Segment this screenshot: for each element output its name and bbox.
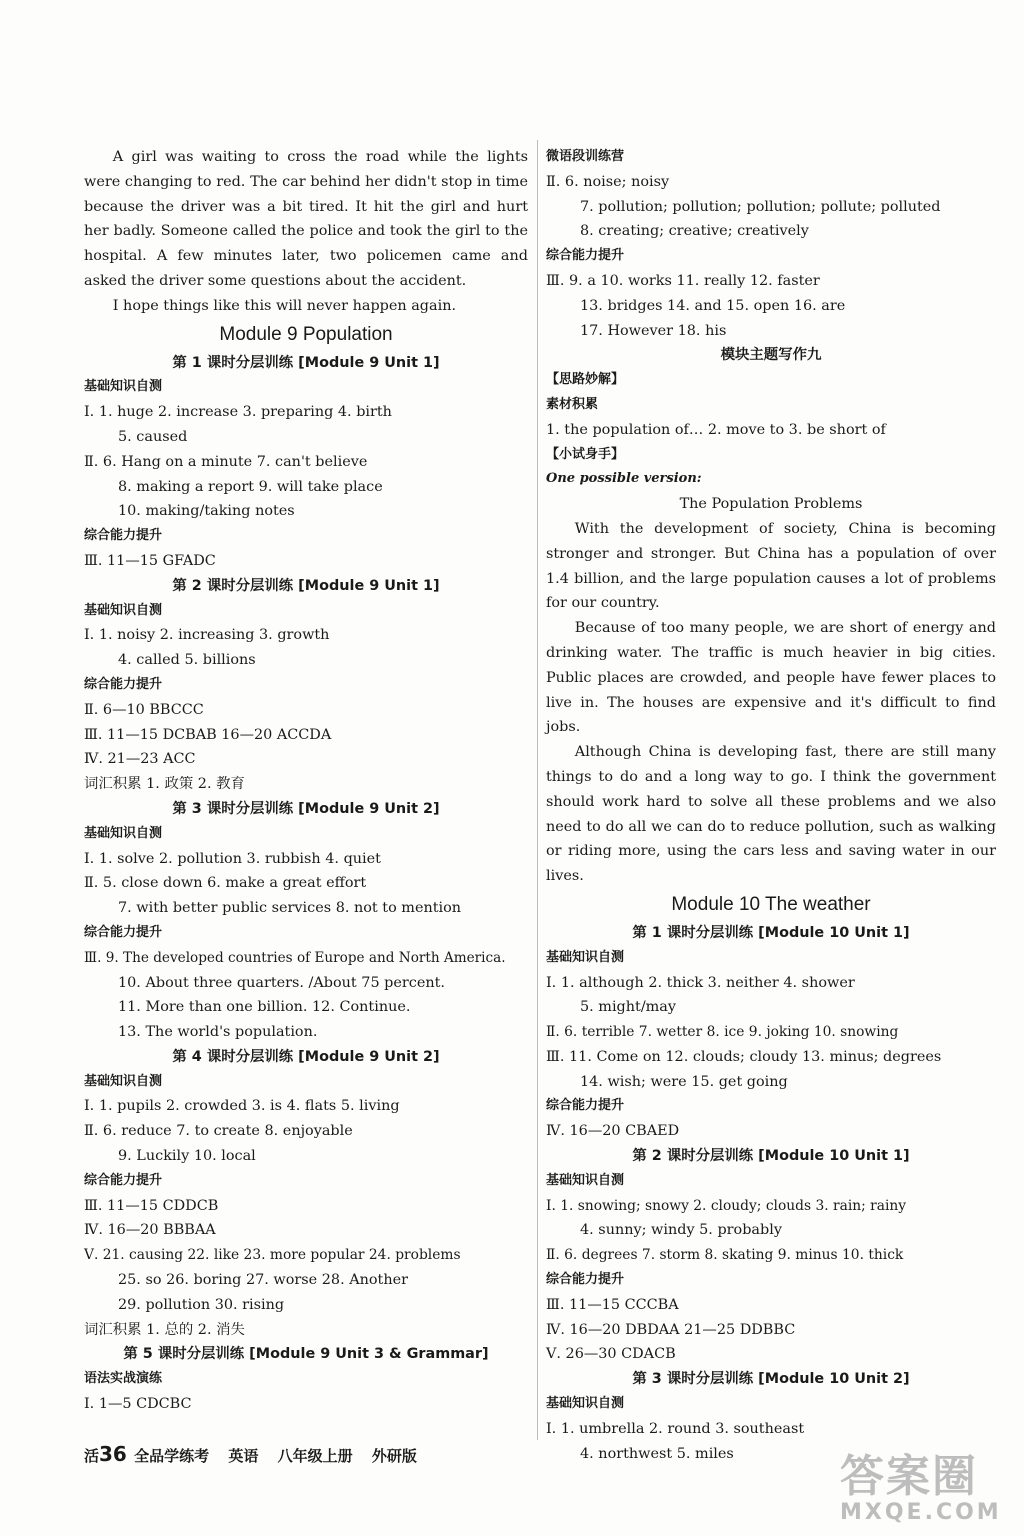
- lesson-title: 第 1 课时分层训练 [Module 10 Unit 1]: [632, 924, 910, 941]
- answer-line: Ⅲ. 11—15 DCBAB 16—20 ACCDA: [84, 726, 332, 743]
- section-heading: 微语段训练营: [546, 149, 625, 164]
- section-heading: 基础知识自测: [546, 1172, 625, 1188]
- answer-line: Ⅳ. 16—20 CBAED: [546, 1123, 680, 1140]
- answer-line: Ⅳ. 16—20 BBBAA: [84, 1222, 216, 1239]
- section-heading: 基础知识自测: [84, 379, 163, 395]
- section-heading: 综合能力提升: [546, 1272, 625, 1288]
- answer-line: Ⅳ. 16—20 DBDAA 21—25 DDBBC: [546, 1321, 796, 1338]
- answer-line: 4. sunny; windy 5. probably: [580, 1222, 782, 1239]
- watermark-url: MXQE.COM: [840, 1500, 1002, 1525]
- edition: 外研版: [371, 1447, 417, 1465]
- version-label: One possible version:: [546, 471, 702, 487]
- lesson-title: 第 3 课时分层训练 [Module 10 Unit 2]: [632, 1371, 910, 1388]
- lesson-title: 第 1 课时分层训练 [Module 9 Unit 1]: [172, 354, 440, 371]
- section-heading: 语法实战演练: [84, 1371, 163, 1387]
- section-heading: 综合能力提升: [84, 1172, 163, 1188]
- answer-line: Ⅲ. 11. Come on 12. clouds; cloudy 13. minus; degrees: [546, 1048, 942, 1065]
- answer-line: 8. creating; creative; creatively: [580, 223, 809, 240]
- lesson-title: 第 3 课时分层训练 [Module 9 Unit 2]: [172, 800, 440, 817]
- essay-paragraph: Because of too many people, we are short of energy and drinking water. The traffic is much heavier in big cities. Public places are crowded, and people have fewer places to live in. The houses are expensive and it's difficult to find jobs.: [546, 620, 996, 736]
- module-title: Module 10 The weather: [671, 893, 871, 915]
- answer-line: 7. with better public services 8. not to mention: [118, 900, 462, 917]
- page-footer: [84, 1442, 431, 1466]
- answer-line: 4. northwest 5. miles: [580, 1445, 734, 1462]
- answer-line: Ⅱ. 6. Hang on a minute 7. can't believe: [84, 453, 368, 470]
- answer-line: Ⅲ. 9. a 10. works 11. really 12. faster: [546, 272, 820, 289]
- answer-line: 13. The world's population.: [118, 1024, 318, 1041]
- answer-line: Ⅱ. 6. degrees 7. storm 8. skating 9. minus 10. thick: [546, 1247, 904, 1264]
- answer-line: 9. Luckily 10. local: [118, 1148, 256, 1165]
- section-heading: 基础知识自测: [84, 825, 163, 841]
- module-title: Module 9 Population: [219, 323, 393, 345]
- book-name: 全品学练考: [134, 1447, 210, 1465]
- lesson-title: 第 5 课时分层训练 [Module 9 Unit 3 & Grammar]: [123, 1346, 489, 1363]
- left-column: [84, 145, 528, 1417]
- answer-line: 5. might/may: [580, 999, 677, 1016]
- essay-title: The Population Problems: [679, 496, 863, 513]
- vocab-line: 词汇积累 1. 总的 2. 消失: [84, 1321, 245, 1338]
- essay-paragraph: A girl was waiting to cross the road while the lights were changing to red. The car behind her didn't stop in time because the driver was a bit tired. It hit the girl and hurt her badly. Someone called the police and took the girl to the hospital. A few minutes later, two policemen came and asked the driver some questions about the accident.: [84, 149, 528, 289]
- lesson-title: 第 4 课时分层训练 [Module 9 Unit 2]: [172, 1048, 440, 1065]
- answer-line: 13. bridges 14. and 15. open 16. are: [580, 297, 846, 314]
- section-heading: 综合能力提升: [546, 248, 625, 264]
- answer-line: 5. caused: [118, 428, 188, 445]
- right-column: [546, 145, 996, 1466]
- answer-line: 17. However 18. his: [580, 322, 727, 339]
- essay-paragraph: With the development of society, China is becoming stronger and stronger. But China has a population of over 1.4 billion, and the large population causes a lot of problems for our country.: [546, 520, 996, 612]
- footer-prefix: 活: [84, 1447, 100, 1465]
- section-heading: 综合能力提升: [84, 676, 163, 692]
- watermark-logo: [840, 1440, 1002, 1525]
- answer-line: Ⅰ. 1. umbrella 2. round 3. southeast: [546, 1420, 805, 1437]
- essay-paragraph: Although China is developing fast, there are still many things to do and a long way to go. I think the government should work hard to solve all these problems and we also need to do all we can do to reduce pollution, such as walking or riding more, using the cars less and saving water in our lives.: [546, 744, 996, 885]
- vocab-line: 词汇积累 1. 政策 2. 教育: [84, 776, 245, 793]
- answer-line: Ⅴ. 21. causing 22. like 23. more popular 24. problems: [84, 1247, 461, 1264]
- answer-line: 10. About three quarters. /About 75 percent.: [118, 974, 445, 991]
- answer-line: Ⅱ. 6. terrible 7. wetter 8. ice 9. joking 10. snowing: [546, 1024, 899, 1041]
- essay-paragraph: I hope things like this will never happen again.: [112, 297, 457, 314]
- answer-line: Ⅰ. 1—5 CDCBC: [84, 1396, 192, 1413]
- lesson-title: 第 2 课时分层训练 [Module 9 Unit 1]: [172, 577, 440, 594]
- page-number: 36: [99, 1442, 127, 1466]
- answer-line: 14. wish; were 15. get going: [580, 1073, 788, 1090]
- grade: 八年级上册: [277, 1447, 353, 1465]
- answer-line: Ⅳ. 21—23 ACC: [84, 751, 196, 768]
- answer-line: Ⅰ. 1. snowing; snowy 2. cloudy; clouds 3. rain; rainy: [546, 1197, 907, 1214]
- answer-line: 25. so 26. boring 27. worse 28. Another: [118, 1272, 408, 1289]
- section-heading: 基础知识自测: [84, 602, 163, 618]
- answer-line: Ⅰ. 1. noisy 2. increasing 3. growth: [84, 627, 330, 644]
- answer-line: 1. the population of… 2. move to 3. be short of: [546, 421, 886, 438]
- section-heading: 【思路妙解】: [546, 372, 625, 388]
- section-heading: 综合能力提升: [84, 528, 163, 544]
- answer-line: 10. making/taking notes: [118, 503, 295, 520]
- answer-line: Ⅴ. 26—30 CDACB: [546, 1346, 676, 1363]
- answer-line: Ⅱ. 5. close down 6. make a great effort: [84, 875, 367, 892]
- answer-line: 29. pollution 30. rising: [118, 1296, 285, 1313]
- answer-line: Ⅰ. 1. although 2. thick 3. neither 4. shower: [546, 974, 855, 991]
- answer-line: Ⅰ. 1. solve 2. pollution 3. rubbish 4. quiet: [84, 850, 381, 867]
- answer-line: Ⅱ. 6—10 BBCCC: [84, 701, 204, 718]
- section-heading: 基础知识自测: [546, 1396, 625, 1412]
- answer-line: 11. More than one billion. 12. Continue.: [118, 999, 411, 1016]
- watermark-chars: 答案圈: [840, 1451, 978, 1502]
- answer-line: 7. pollution; pollution; pollution; pollute; polluted: [580, 198, 941, 215]
- answer-line: 4. called 5. billions: [118, 652, 256, 669]
- section-heading: 综合能力提升: [546, 1098, 625, 1114]
- section-heading: 综合能力提升: [84, 924, 163, 940]
- answer-line: Ⅱ. 6. reduce 7. to create 8. enjoyable: [84, 1123, 353, 1140]
- lesson-title: 第 2 课时分层训练 [Module 10 Unit 1]: [632, 1148, 910, 1165]
- subject: 英语: [228, 1447, 259, 1465]
- section-heading: 素材积累: [546, 396, 599, 412]
- answer-line: Ⅲ. 9. The developed countries of Europe and North America.: [84, 949, 506, 966]
- section-heading: 基础知识自测: [546, 949, 625, 965]
- section-heading: 基础知识自测: [84, 1073, 163, 1089]
- answer-line: Ⅲ. 11—15 GFADC: [84, 552, 216, 569]
- answer-line: Ⅱ. 6. noise; noisy: [546, 173, 670, 190]
- column-divider: [537, 140, 538, 1440]
- answer-line: 8. making a report 9. will take place: [118, 478, 383, 495]
- answer-line: Ⅰ. 1. huge 2. increase 3. preparing 4. birth: [84, 404, 392, 421]
- writing-title: 模块主题写作九: [720, 347, 822, 364]
- answer-line: Ⅲ. 11—15 CDDCB: [84, 1197, 219, 1214]
- answer-line: Ⅲ. 11—15 CCCBA: [546, 1296, 679, 1313]
- answer-line: Ⅰ. 1. pupils 2. crowded 3. is 4. flats 5. living: [84, 1098, 400, 1115]
- section-heading: 【小试身手】: [546, 446, 625, 462]
